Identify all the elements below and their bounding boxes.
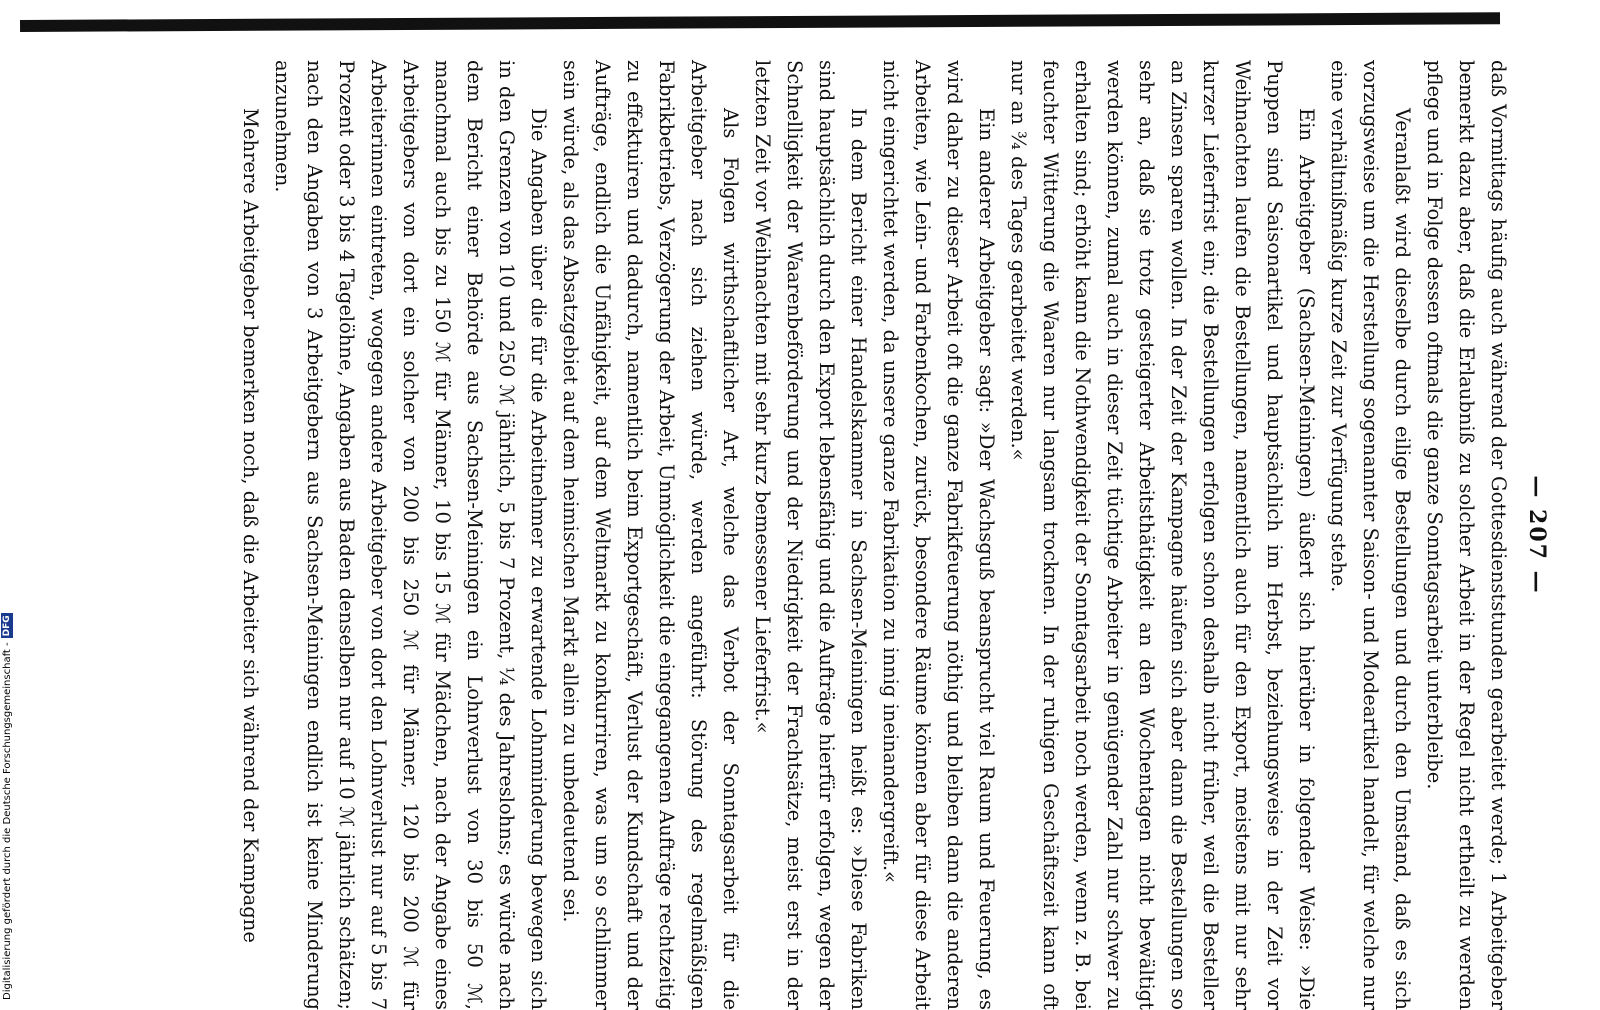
credit-text: Digitalisierung gefördert durch die Deutsche Forschungsgemeinschaft -	[1, 642, 13, 1000]
paragraph: Ein Arbeitgeber (Sachsen-Meiningen) äußert sich hierüber in folgender Weise: »Die Puppen sind Saisonartikel und hauptsächlich im Herbst, beziehungsweise in der Zeit vor Weihnachten laufen die Bestellungen, namentlich auch für den Export, meistens mit nur sehr kurzer Lieferfrist ein; die Bestellungen erfolgen schon deshalb nicht früher, weil die Besteller an Zinsen sparen wollen. In der Zeit der Kampagne häufen sich aber dann die Bestellungen so sehr an, daß sie trotz gesteigerter Arbeitsthätigkeit an den Wochentagen nicht bewältigt werden können, zumal auch in dieser Zeit tüchtige Arbeiter in genügender Zahl nur schwer zu erhalten sind; erhöht kann die Nothwendigkeit der Sonntagsarbeit noch werden, wenn z. B. bei feuchter Witterung die Waaren nur langsam trocknen. In der ruhigen Geschäftszeit kann oft nur an ¾ des Tages gearbeitet werden.«	[1007, 60, 1318, 1010]
paragraph: Die Angaben über die für die Arbeitnehmer zu erwartende Lohnminderung bewegen sich in den Grenzen von 10 und 250 ℳ jährlich, 5 bis 7 Prozent, ¼ des Jahreslohns; es würde nach dem Bericht einer Behörde aus Sachsen-Meiningen ein Lohnverlust von 30 bis 50 ℳ, manchmal auch bis zu 150 ℳ für Männer, 10 bis 15 ℳ für Mädchen, nach der Angabe eines Arbeitgebers von dort ein solcher von 200 bis 250 ℳ für Männer, 120 bis 200 ℳ für Arbeiterinnen eintreten, wogegen andere Arbeitgeber von dort den Lohnverlust nur auf 5 bis 7 Prozent oder 3 bis 4 Tagelöhne, Angaben aus Baden denselben nur auf 10 ℳ jährlich schätzen; nach den Angaben von 3 Arbeitgebern aus Sachsen-Meiningen endlich ist keine Minderung anzunehmen.	[271, 60, 550, 1010]
paragraph: Ein anderer Arbeitgeber sagt: »Der Wachsguß beansprucht viel Raum und Feuerung, es wird daher zu dieser Arbeit oft die ganze Fabrikfeuerung nöthig und bleiben dann die anderen Arbeiten, wie Lein- und Farbenkochen, zurück, besondere Räume können aber für diese Arbeit nicht eingerichtet werden, da unsere ganze Fabrikation zu innig ineinandergreift.«	[879, 60, 998, 1010]
digitization-credit	[0, 615, 14, 1000]
paragraph: Als Folgen wirthschaftlicher Art, welche das Verbot der Sonntagsarbeit für die Arbeitgeber nach sich ziehen würde, werden angeführt: Störung des regelmäßigen Fabrikbetriebs, Verzögerung der Arbeit, Unmöglichkeit die eingegangenen Aufträge rechtzeitig zu effektuiren und dadurch, namentlich beim Exportgeschäft, Verlust der Kundschaft und der Aufträge, endlich die Unfähigkeit, auf dem Weltmarkt zu konkurriren, was um so schlimmer sein würde, als das Absatzgebiet auf dem heimischen Markt allein zu unbedeutend sei.	[559, 60, 742, 1010]
paragraph: In dem Bericht einer Handelskammer in Sachsen-Meiningen heißt es: »Diese Fabriken sind hauptsächlich durch den Export lebensfähig und die Aufträge hierfür erfolgen, wegen der Schnelligkeit der Waarenbeförderung und der Niedrigkeit der Frachtsätze, meist erst in der letzten Zeit vor Weihnachten mit sehr kurz bemessener Lieferfrist.«	[751, 60, 870, 1010]
text-body	[234, 60, 1514, 1010]
scan-border	[20, 12, 1500, 32]
dfg-logo: DFG	[2, 615, 12, 637]
paragraph: Veranlaßt wird dieselbe durch eilige Bestellungen und durch den Umstand, daß es sich vorzugsweise um die Herstellung sogenannter Saison- und Modeartikel handelt, für welche nur eine verhältnißmäßig kurze Zeit zur Verfügung stehe.	[1327, 60, 1414, 1010]
page-number: — 207 —	[1524, 475, 1550, 595]
paragraph: Mehrere Arbeitgeber bemerken noch, daß die Arbeiter sich während der Kampagne	[239, 108, 262, 943]
paragraph: daß Vormittags häufig auch während der Gottesdienststunden gearbeitet werde; 1 Arbeitgeber bemerkt dazu aber, daß die Erlaubniß zu solcher Arbeit in der Regel nicht ertheilt zu werden pflege und in Folge dessen oftmals die ganze Sonntagsarbeit unterbleibe.	[1423, 60, 1510, 1010]
document-page	[130, 60, 1550, 1010]
